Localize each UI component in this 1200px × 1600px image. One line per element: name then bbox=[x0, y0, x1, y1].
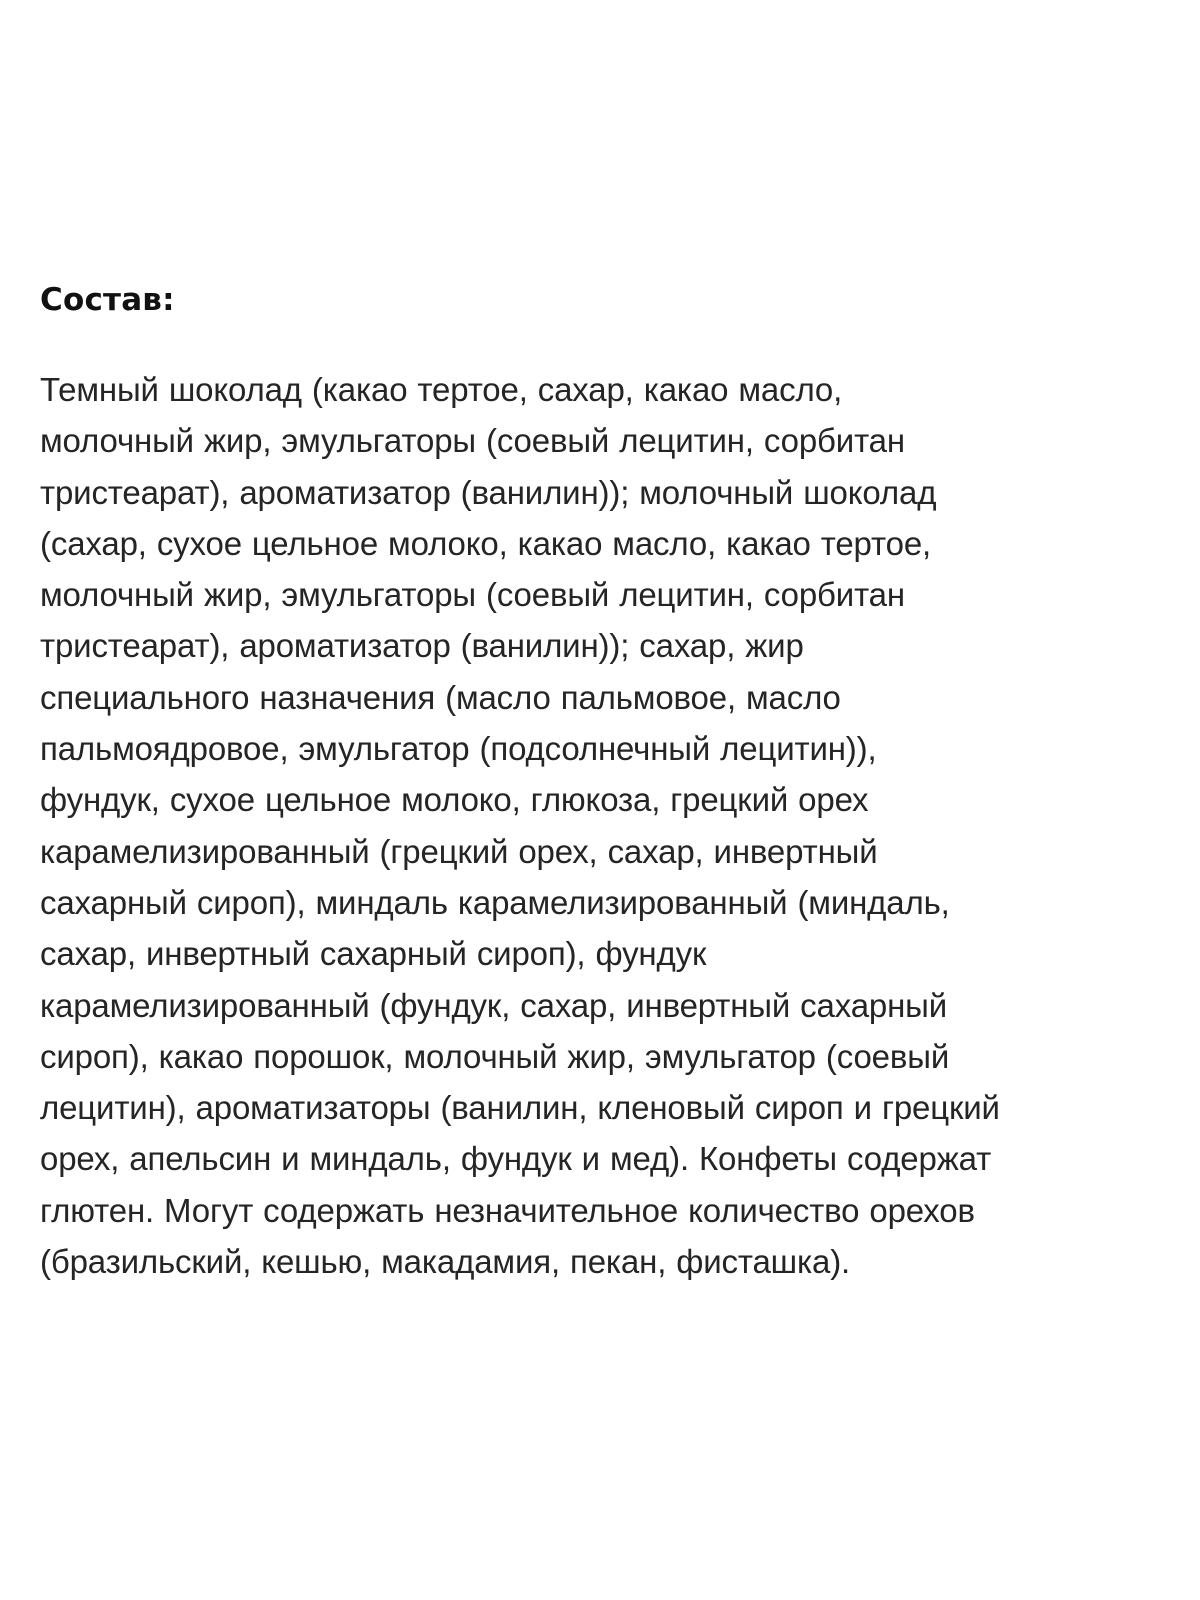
ingredients-line: глютен. Могут содержать незначительное количество орехов bbox=[40, 1191, 975, 1229]
ingredients-line: сироп), какао порошок, молочный жир, эмульгатор (соевый bbox=[40, 1037, 950, 1075]
ingredients-heading: Состав: bbox=[40, 282, 175, 318]
ingredients-line: тристеарат), ароматизатор (ванилин)); молочный шоколад bbox=[40, 473, 937, 511]
ingredients-line: молочный жир, эмульгаторы (соевый лецитин, сорбитан bbox=[40, 422, 905, 460]
ingredients-line: молочный жир, эмульгаторы (соевый лецитин, сорбитан bbox=[40, 576, 905, 614]
ingredients-line: (бразильский, кешью, макадамия, пекан, фисташка). bbox=[40, 1243, 851, 1281]
ingredients-line: пальмоядровое, эмульгатор (подсолнечный лецитин)), bbox=[40, 730, 877, 768]
ingredients-line: сахарный сироп), миндаль карамелизированный (миндаль, bbox=[40, 883, 950, 921]
ingredients-text bbox=[40, 364, 1170, 1287]
ingredients-line: лецитин), ароматизаторы (ванилин, кленовый сироп и грецкий bbox=[40, 1089, 1000, 1127]
ingredients-line: (сахар, сухое цельное молоко, какао масло, какао тертое, bbox=[40, 524, 932, 562]
ingredients-line: карамелизированный (фундук, сахар, инвертный сахарный bbox=[40, 986, 948, 1024]
ingredients-line: Темный шоколад (какао тертое, сахар, какао масло, bbox=[40, 371, 843, 408]
ingredients-line: карамелизированный (грецкий орех, сахар, инвертный bbox=[40, 832, 878, 870]
ingredients-line: орех, апельсин и миндаль, фундук и мед). Конфеты содержат bbox=[40, 1140, 992, 1178]
ingredients-line: тристеарат), ароматизатор (ванилин)); сахар, жир bbox=[40, 627, 804, 665]
ingredients-section bbox=[40, 282, 1170, 1287]
ingredients-line: сахар, инвертный сахарный сироп), фундук bbox=[40, 935, 707, 973]
ingredients-line: специального назначения (масло пальмовое, масло bbox=[40, 678, 841, 716]
ingredients-line: фундук, сухое цельное молоко, глюкоза, грецкий орех bbox=[40, 781, 869, 819]
